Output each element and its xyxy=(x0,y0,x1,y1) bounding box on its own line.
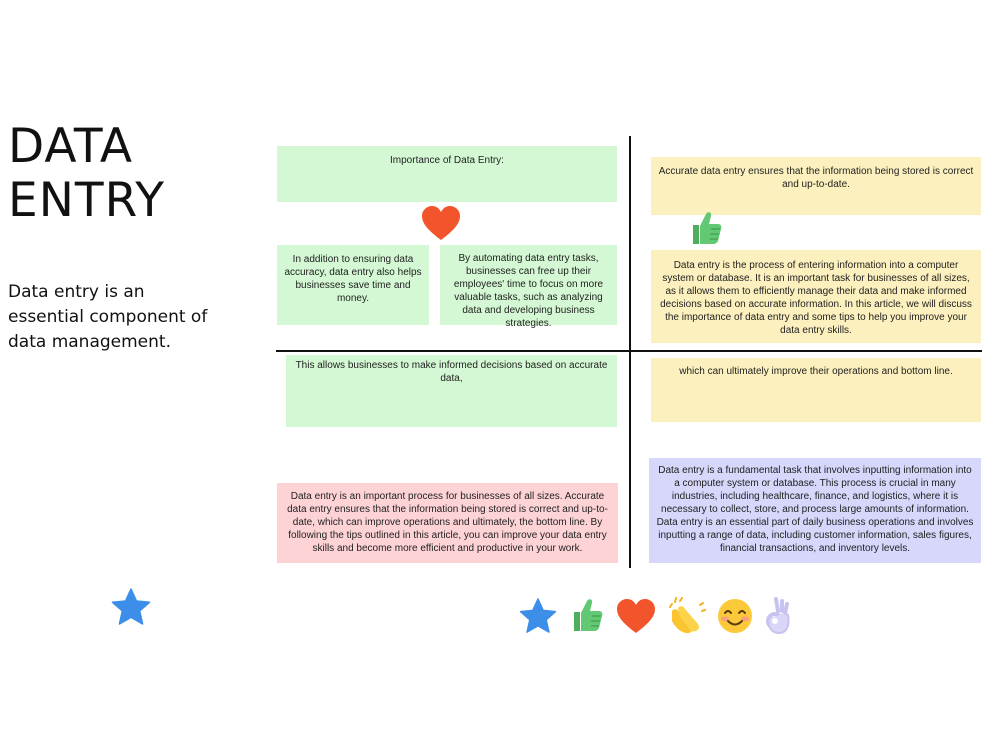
reaction-thumbs-up-icon[interactable] xyxy=(568,597,604,633)
sticky-note-bottom-line[interactable]: which can ultimately improve their operations and bottom line. xyxy=(651,358,981,422)
heart-icon[interactable] xyxy=(421,206,461,242)
sticky-note-definition[interactable]: Data entry is the process of entering information into a computer system or database. It is an important task for businesses of all sizes, as it allows them to efficiently manage their data and make informed decisions based on accurate information. In this article, we will discuss the importance of data entry and some tips to help you improve your data entry skills. xyxy=(651,250,981,343)
sticky-note-informed[interactable]: This allows businesses to make informed decisions based on accurate data, xyxy=(286,355,617,427)
vertical-divider xyxy=(629,136,631,568)
page-subtitle: Data entry is an essential component of data management. xyxy=(8,282,208,352)
star-icon[interactable] xyxy=(111,588,151,626)
reaction-star-icon[interactable] xyxy=(519,598,557,634)
reaction-heart-icon[interactable] xyxy=(616,599,656,635)
sticky-note-automating[interactable]: By automating data entry tasks, businesses can free up their employees' time to focus on more valuable tasks, such as analyzing data and developing business strategies. xyxy=(440,245,617,325)
sticky-note-accurate[interactable]: Accurate data entry ensures that the information being stored is correct and up-to-date. xyxy=(651,157,981,215)
thumbs-up-icon[interactable] xyxy=(687,210,723,246)
sticky-note-fundamental[interactable]: Data entry is a fundamental task that involves inputting information into a computer system or database. This process is crucial in many industries, including healthcare, finance, and logistics, where it is necessary to collect, store, and process large amounts of information. Data entry is an essential part of daily business operations and involves inputting a range of data, including customer information, sales figures, financial transactions, and inventory levels. xyxy=(649,458,981,563)
reaction-smiling-face-icon[interactable] xyxy=(716,598,754,634)
horizontal-divider xyxy=(276,350,982,352)
sticky-note-importance[interactable]: Importance of Data Entry: xyxy=(277,146,617,202)
page-title: DATA ENTRY xyxy=(8,119,165,228)
reaction-clapping-hands-icon[interactable] xyxy=(666,597,706,635)
sticky-note-conclusion[interactable]: Data entry is an important process for businesses of all sizes. Accurate data entry ensures that the information being stored is correct and up-to-date, which can improve operations and ultimately, the bottom line. By following the tips outlined in this article, you can improve your data entry skills and become more efficient and productive in your work. xyxy=(277,483,618,563)
sticky-note-saves-time[interactable]: In addition to ensuring data accuracy, data entry also helps businesses save time and money. xyxy=(277,245,429,325)
reaction-ok-hand-icon[interactable] xyxy=(764,597,794,635)
